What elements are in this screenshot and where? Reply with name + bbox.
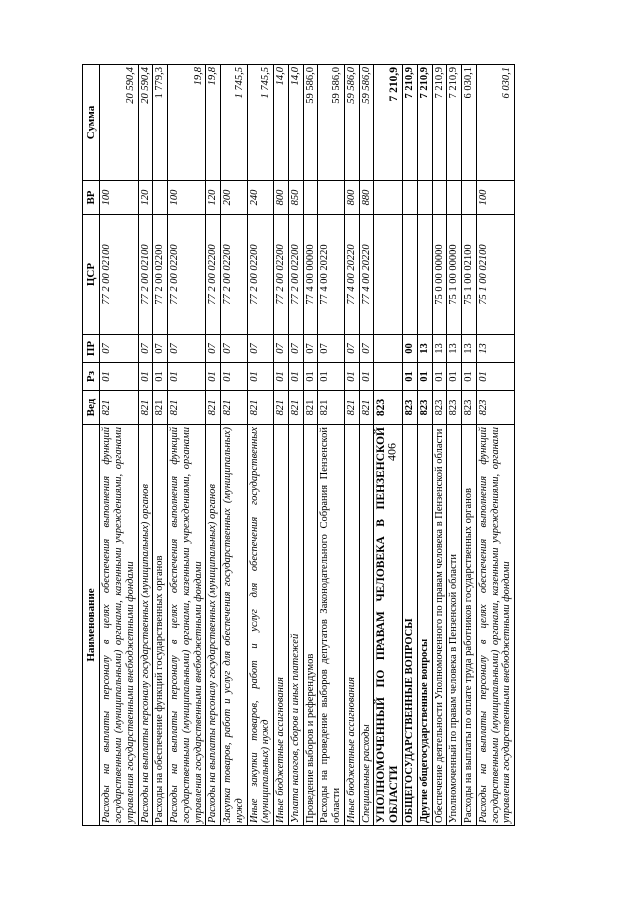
cell-vr: 800: [274, 181, 289, 215]
cell-csr: 75 0 00 00000: [432, 215, 447, 335]
cell-csr: 77 4 00 20220: [318, 215, 345, 335]
cell-name: Уплата налогов, сборов и иных платежей: [288, 425, 303, 826]
cell-csr: [403, 215, 418, 335]
cell-name: Уполномоченный по правам человека в Пензенской области: [447, 425, 462, 826]
cell-csr: [417, 215, 432, 335]
cell-ved: 821: [344, 391, 359, 425]
cell-sum: 19,8: [168, 65, 206, 181]
table-row: [403, 65, 418, 826]
cell-csr: 77 4 00 00000: [303, 215, 318, 335]
cell-rz: 01: [274, 363, 289, 391]
cell-name: Расходы на выплаты персоналу государственных (муниципальных) органов: [138, 425, 153, 826]
table-row: [344, 65, 359, 826]
cell-vr: 100: [476, 181, 514, 215]
cell-vr: 100: [168, 181, 206, 215]
cell-rz: 01: [221, 363, 248, 391]
cell-vr: 120: [138, 181, 153, 215]
cell-csr: [374, 215, 403, 335]
header-vr: ВР: [83, 181, 100, 215]
cell-csr: 77 2 00 02100: [138, 215, 153, 335]
cell-rz: 01: [318, 363, 345, 391]
budget-table: [82, 64, 515, 826]
table-row: [359, 65, 374, 826]
cell-sum: 59 586,0: [303, 65, 318, 181]
cell-pr: [374, 335, 403, 363]
table-row: [168, 65, 206, 826]
cell-name: Расходы на выплаты персоналу государственных (муниципальных) органов: [206, 425, 221, 826]
cell-rz: 01: [303, 363, 318, 391]
cell-vr: [417, 181, 432, 215]
cell-rz: 01: [100, 363, 138, 391]
cell-sum: 14,0: [274, 65, 289, 181]
cell-name: Расходы на проведение выборов депутатов Законодательного Собрания Пензенской области: [318, 425, 345, 826]
cell-rz: 01: [138, 363, 153, 391]
cell-sum: 20 590,4: [138, 65, 153, 181]
cell-name: Проведение выборов и референдумов: [303, 425, 318, 826]
cell-pr: 07: [344, 335, 359, 363]
cell-sum: 7 210,9: [403, 65, 418, 181]
table-row: [432, 65, 447, 826]
cell-vr: 100: [100, 181, 138, 215]
table-header: [83, 65, 100, 826]
cell-vr: 850: [288, 181, 303, 215]
table-row: [476, 65, 514, 826]
cell-rz: 01: [247, 363, 274, 391]
cell-vr: [374, 181, 403, 215]
cell-sum: 7 210,9: [374, 65, 403, 181]
cell-name: Расходы на выплаты персоналу в целях обеспечения выполнения функций государственными (муниципальными) органами, казенными учреждениями, органами управления государственными внебюджетными фондами: [100, 425, 138, 826]
cell-pr: 07: [138, 335, 153, 363]
cell-ved: 821: [153, 391, 168, 425]
cell-name: Иные бюджетные ассигнования: [274, 425, 289, 826]
cell-pr: 13: [462, 335, 477, 363]
cell-csr: 77 4 00 20220: [359, 215, 374, 335]
cell-csr: 77 2 00 02200: [221, 215, 248, 335]
cell-ved: 823: [432, 391, 447, 425]
cell-csr: 75 1 00 00000: [447, 215, 462, 335]
table-body: [100, 65, 515, 826]
cell-pr: 07: [303, 335, 318, 363]
table-row: [374, 65, 403, 826]
cell-pr: 07: [318, 335, 345, 363]
cell-pr: 07: [274, 335, 289, 363]
cell-csr: 77 4 00 20220: [344, 215, 359, 335]
cell-vr: 800: [344, 181, 359, 215]
cell-sum: 19,8: [206, 65, 221, 181]
cell-pr: 07: [247, 335, 274, 363]
cell-ved: 821: [138, 391, 153, 425]
cell-ved: 821: [100, 391, 138, 425]
cell-csr: 77 2 00 02200: [168, 215, 206, 335]
cell-pr: 13: [447, 335, 462, 363]
table-row: [447, 65, 462, 826]
header-pr: ПР: [83, 335, 100, 363]
cell-sum: 7 210,9: [432, 65, 447, 181]
cell-name: Закупка товаров, работ и услуг для обеспечения государственных (муниципальных) нужд: [221, 425, 248, 826]
cell-pr: 13: [476, 335, 514, 363]
cell-ved: 823: [374, 391, 403, 425]
cell-pr: 07: [288, 335, 303, 363]
cell-pr: 07: [168, 335, 206, 363]
cell-rz: 01: [417, 363, 432, 391]
table-row: [288, 65, 303, 826]
cell-vr: 200: [221, 181, 248, 215]
table-row: [221, 65, 248, 826]
cell-csr: 77 2 00 02100: [100, 215, 138, 335]
table-row: [417, 65, 432, 826]
cell-rz: 01: [153, 363, 168, 391]
cell-vr: [318, 181, 345, 215]
budget-table-rotated: [82, 65, 594, 826]
cell-ved: 821: [274, 391, 289, 425]
table-row: [100, 65, 138, 826]
cell-ved: 823: [417, 391, 432, 425]
cell-name: ОБЩЕГОСУДАРСТВЕННЫЕ ВОПРОСЫ: [403, 425, 418, 826]
header-sum: Сумма: [83, 65, 100, 181]
cell-sum: 59 586,0: [359, 65, 374, 181]
cell-rz: 01: [288, 363, 303, 391]
cell-sum: 1 779,3: [153, 65, 168, 181]
cell-csr: 77 2 00 02200: [206, 215, 221, 335]
cell-pr: 07: [153, 335, 168, 363]
cell-name: Обеспечение деятельности Уполномоченного по правам человека в Пензенской области: [432, 425, 447, 826]
cell-vr: 120: [206, 181, 221, 215]
cell-sum: 59 586,0: [344, 65, 359, 181]
header-rz: Рз: [83, 363, 100, 391]
cell-vr: 880: [359, 181, 374, 215]
cell-ved: 821: [288, 391, 303, 425]
cell-pr: 13: [417, 335, 432, 363]
cell-sum: 1 745,5: [221, 65, 248, 181]
cell-vr: [447, 181, 462, 215]
table-row: [318, 65, 345, 826]
table-row: [206, 65, 221, 826]
page-number: 406: [384, 443, 399, 461]
cell-name: Расходы на выплаты по оплате труда работников государственных органов: [462, 425, 477, 826]
cell-vr: [462, 181, 477, 215]
cell-ved: 823: [476, 391, 514, 425]
cell-ved: 823: [462, 391, 477, 425]
cell-name: Расходы на выплаты персоналу в целях обеспечения выполнения функций государственными (муниципальными) органами, казенными учреждениями, органами управления государственными внебюджетными фондами: [168, 425, 206, 826]
cell-pr: 07: [221, 335, 248, 363]
header-csr: ЦСР: [83, 215, 100, 335]
cell-vr: [303, 181, 318, 215]
cell-ved: 821: [168, 391, 206, 425]
cell-ved: 821: [247, 391, 274, 425]
header-ved: Вед: [83, 391, 100, 425]
cell-vr: [153, 181, 168, 215]
cell-ved: 821: [206, 391, 221, 425]
table-row: [153, 65, 168, 826]
cell-name: Иные бюджетные ассигнования: [344, 425, 359, 826]
cell-csr: 77 2 00 02200: [153, 215, 168, 335]
cell-pr: 07: [359, 335, 374, 363]
cell-csr: 77 2 00 02200: [274, 215, 289, 335]
cell-pr: 07: [100, 335, 138, 363]
cell-sum: 6 030,1: [476, 65, 514, 181]
table-row: [303, 65, 318, 826]
header-name: Наименование: [83, 425, 100, 826]
cell-name: Расходы на обеспечение функций государственных органов: [153, 425, 168, 826]
cell-name: Иные закупки товаров, работ и услуг для обеспечения государственных (муниципальных) нужд: [247, 425, 274, 826]
cell-csr: 77 2 00 02200: [247, 215, 274, 335]
cell-vr: [432, 181, 447, 215]
table-row: [138, 65, 153, 826]
table-row: [462, 65, 477, 826]
cell-name: Другие общегосударственные вопросы: [417, 425, 432, 826]
cell-sum: 7 210,9: [417, 65, 432, 181]
table-row: [274, 65, 289, 826]
cell-ved: 821: [303, 391, 318, 425]
cell-vr: 240: [247, 181, 274, 215]
cell-ved: 821: [318, 391, 345, 425]
cell-name: Расходы на выплаты персоналу в целях обеспечения выполнения функций государственными (муниципальными) органами, казенными учреждениями, органами управления государственными внебюджетными фондами: [476, 425, 514, 826]
cell-csr: 75 1 00 02100: [462, 215, 477, 335]
cell-ved: 821: [359, 391, 374, 425]
cell-pr: 00: [403, 335, 418, 363]
cell-pr: 13: [432, 335, 447, 363]
cell-sum: 7 210,9: [447, 65, 462, 181]
cell-csr: 77 2 00 02200: [288, 215, 303, 335]
cell-name: Специальные расходы: [359, 425, 374, 826]
cell-rz: 01: [206, 363, 221, 391]
cell-ved: 823: [403, 391, 418, 425]
cell-rz: 01: [447, 363, 462, 391]
cell-vr: [403, 181, 418, 215]
cell-sum: 1 745,5: [247, 65, 274, 181]
cell-rz: 01: [359, 363, 374, 391]
cell-rz: 01: [462, 363, 477, 391]
cell-name: УПОЛНОМОЧЕННЫЙ ПО ПРАВАМ ЧЕЛОВЕКА В ПЕНЗЕНСКОЙ ОБЛАСТИ: [374, 425, 403, 826]
cell-rz: 01: [476, 363, 514, 391]
cell-sum: 6 030,1: [462, 65, 477, 181]
cell-rz: 01: [168, 363, 206, 391]
cell-ved: 823: [447, 391, 462, 425]
cell-pr: 07: [206, 335, 221, 363]
cell-rz: 01: [403, 363, 418, 391]
cell-rz: [374, 363, 403, 391]
cell-sum: 59 586,0: [318, 65, 345, 181]
table-row: [247, 65, 274, 826]
cell-sum: 20 590,4: [100, 65, 138, 181]
cell-csr: 75 1 00 02100: [476, 215, 514, 335]
cell-sum: 14,0: [288, 65, 303, 181]
cell-rz: 01: [432, 363, 447, 391]
cell-rz: 01: [344, 363, 359, 391]
cell-ved: 821: [221, 391, 248, 425]
